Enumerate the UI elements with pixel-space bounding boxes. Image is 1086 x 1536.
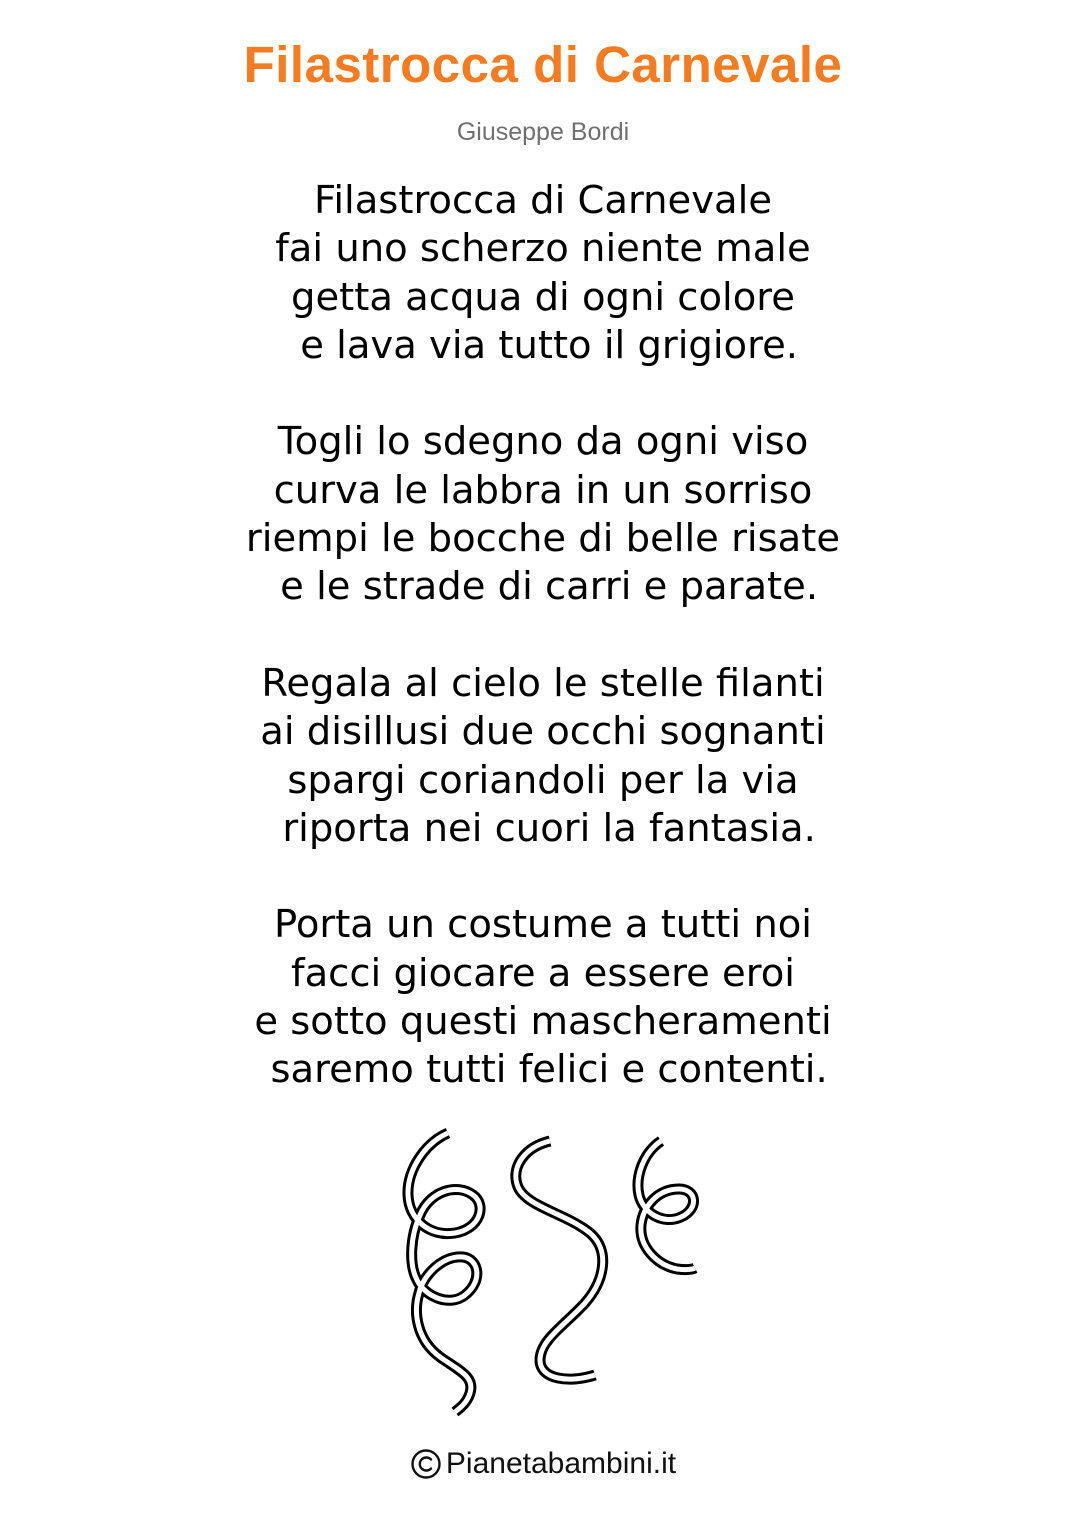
poem-line: ai disillusi due occhi sognanti [260,709,826,755]
poem-line: facci giocare a essere eroi [291,950,795,996]
stanza-1 [0,177,1086,370]
poem-line: riempi le bocche di belle risate [245,516,841,562]
poem-line: getta acqua di ogni colore [291,274,795,320]
poem-line: Togli lo sdegno da ogni viso [277,419,809,465]
poem-line: fai uno scherzo niente male [275,226,811,272]
poem-line: Filastrocca di Carnevale [313,178,773,223]
streamer-middle-icon [516,1141,603,1379]
page-title: Filastrocca di Carnevale [243,36,843,93]
poem-line: Regala al cielo le stelle filanti [261,660,825,706]
poem-line: spargi coriandoli per la via [287,757,799,803]
author-name: Giuseppe Bordi [456,118,630,146]
footer-credit [0,1444,1086,1484]
poem-line: e sotto questi mascheramenti [254,999,832,1045]
stanza-3 [0,660,1086,853]
streamers-illustration [395,1125,705,1420]
poem-line: Porta un costume a tutti noi [273,902,812,948]
site-name: Pianetabambini.it [445,1447,677,1480]
poem-line: e lava via tutto il grigiore. [287,322,799,368]
poem-line: e le strade di carri e parate. [267,564,819,610]
copyright-icon [410,1448,442,1480]
poem-line: riporta nei cuori la fantasia. [270,805,816,851]
stanza-4 [0,901,1086,1094]
stanza-2 [0,418,1086,611]
poem-body [0,177,1086,1143]
poem-line: curva le labbra in un sorriso [273,467,813,513]
poem-line: saremo tutti felici e contenti. [258,1047,828,1093]
streamer-left-icon [408,1133,480,1412]
